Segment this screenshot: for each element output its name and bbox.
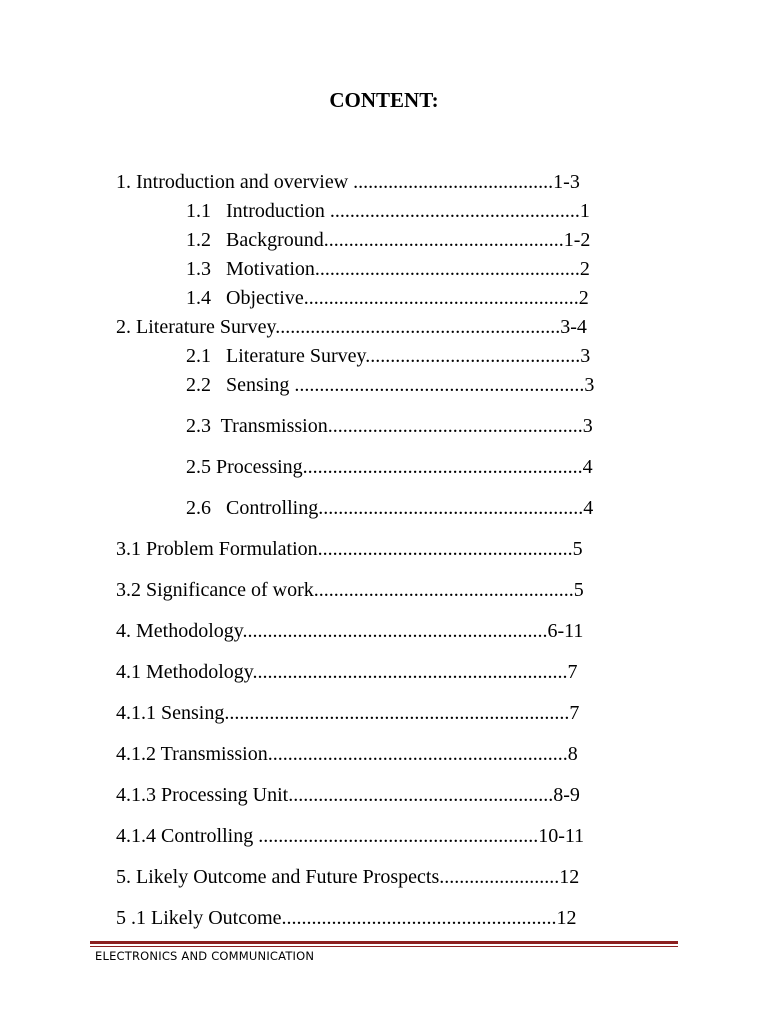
toc-entry-1-1: 1.1 Introduction ..................................................1 [186, 200, 590, 222]
toc-entry-3-1: 3.1 Problem Formulation...................................................5 [116, 538, 583, 560]
toc-entry-4-1-3: 4.1.3 Processing Unit.....................................................8-9 [116, 784, 580, 806]
toc-entry-4: 4. Methodology.............................................................6-11 [116, 620, 584, 642]
toc-entry-3-2: 3.2 Significance of work....................................................5 [116, 579, 584, 601]
page-title: CONTENT: [329, 88, 439, 112]
toc-entry-2-6: 2.6 Controlling.....................................................4 [186, 497, 594, 519]
toc-entry-4-1: 4.1 Methodology...............................................................7 [116, 661, 578, 683]
toc-entry-5: 5. Likely Outcome and Future Prospects........................12 [116, 866, 580, 888]
toc-entry-1-4: 1.4 Objective.......................................................2 [186, 287, 589, 309]
toc-entry-2-2: 2.2 Sensing ..........................................................3 [186, 374, 595, 396]
toc-entry-1-3: 1.3 Motivation.....................................................2 [186, 258, 590, 280]
toc-entry-1: 1. Introduction and overview ........................................1-3 [116, 171, 580, 193]
toc-entry-4-1-4: 4.1.4 Controlling ........................................................10-11 [116, 825, 585, 847]
footer-rule [90, 941, 678, 944]
toc-entry-2-1: 2.1 Literature Survey...........................................3 [186, 345, 591, 367]
toc-entry-4-1-1: 4.1.1 Sensing.....................................................................7 [116, 702, 580, 724]
toc-entry-2: 2. Literature Survey.........................................................3-4 [116, 316, 587, 338]
footer-department: ELECTRONICS AND COMMUNICATION [95, 949, 315, 963]
toc-entry-2-3: 2.3 Transmission...................................................3 [186, 415, 593, 437]
toc-entry-5-1: 5 .1 Likely Outcome.......................................................12 [116, 907, 577, 929]
toc-entry-4-1-2: 4.1.2 Transmission............................................................8 [116, 743, 578, 765]
footer-rule-thin [90, 946, 678, 947]
toc-entry-2-5: 2.5 Processing........................................................4 [186, 456, 593, 478]
toc-entry-1-2: 1.2 Background................................................1-2 [186, 229, 591, 251]
